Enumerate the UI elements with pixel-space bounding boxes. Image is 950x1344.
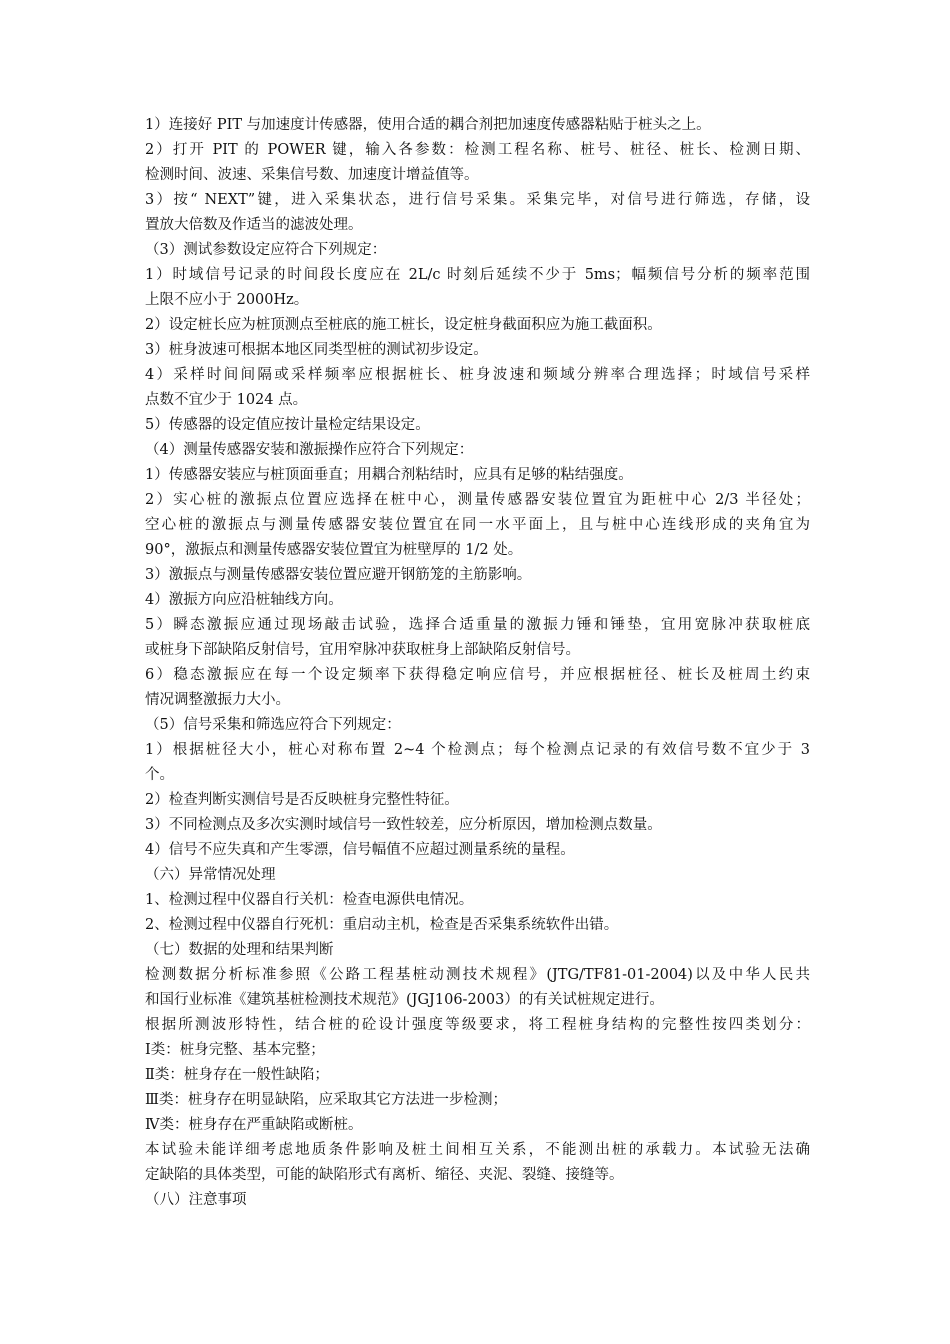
- text-line: Ⅱ类：桩身存在一般性缺陷；: [145, 1067, 329, 1083]
- text-line: 6）稳态激振应在每一个设定频率下获得稳定响应信号，并应根据桩径、桩长及桩周土约束: [145, 667, 810, 683]
- text-line: 2、检测过程中仪器自行死机：重启动主机，检查是否采集系统软件出错。: [145, 917, 619, 933]
- text-line: 置放大倍数及作适当的滤波处理。: [145, 217, 363, 233]
- text-line: （八）注意事项: [145, 1192, 247, 1208]
- text-line: 检测数据分析标准参照《公路工程基桩动测技术规程》(JTG/TF81-01-2004)以及中华人民共: [145, 967, 810, 983]
- text-line: 5）瞬态激振应通过现场敲击试验，选择合适重量的激振力锤和锤垫，宜用宽脉冲获取桩底: [145, 617, 810, 633]
- text-line: （5）信号采集和筛选应符合下列规定：: [145, 717, 401, 733]
- document-body: [145, 113, 810, 1213]
- text-line: 或桩身下部缺陷反射信号，宜用窄脉冲获取桩身上部缺陷反射信号。: [145, 642, 580, 658]
- text-line: 检测时间、波速、采集信号数、加速度计增益值等。: [145, 167, 479, 183]
- text-line: Ⅰ类：桩身完整、基本完整；: [145, 1042, 325, 1058]
- text-line: 5）传感器的设定值应按计量检定结果设定。: [145, 417, 430, 433]
- text-line: 3）桩身波速可根据本地区同类型桩的测试初步设定。: [145, 342, 488, 358]
- text-line: 4）采样时间间隔或采样频率应根据桩长、桩身波速和频域分辨率合理选择；时域信号采样: [145, 367, 810, 383]
- text-line: 上限不应小于 2000Hz。: [145, 292, 309, 308]
- text-line: 个。: [145, 767, 174, 783]
- text-line: 2）检查判断实测信号是否反映桩身完整性特征。: [145, 792, 459, 808]
- text-line: （六）异常情况处理: [145, 867, 276, 883]
- text-line: 2）打开 PIT 的 POWER 键，输入各参数：检测工程名称、桩号、桩径、桩长、检测日期、: [145, 142, 810, 158]
- text-line: 定缺陷的具体类型，可能的缺陷形式有离析、缩径、夹泥、裂缝、接缝等。: [145, 1167, 624, 1183]
- text-line: （3）测试参数设定应符合下列规定：: [145, 242, 387, 258]
- text-line: 1）根据桩径大小，桩心对称布置 2~4 个检测点；每个检测点记录的有效信号数不宜少于 3: [145, 742, 810, 758]
- text-line: Ⅲ类：桩身存在明显缺陷，应采取其它方法进一步检测；: [145, 1092, 507, 1108]
- text-line: 2）实心桩的激振点位置应选择在桩中心，测量传感器安装位置宜为距桩中心 2/3 半径处；: [145, 492, 810, 508]
- text-line: （七）数据的处理和结果判断: [145, 942, 334, 958]
- text-line: 1、检测过程中仪器自行关机：检查电源供电情况。: [145, 892, 474, 908]
- text-line: 情况调整激振力大小。: [145, 692, 290, 708]
- text-line: 4）激振方向应沿桩轴线方向。: [145, 592, 343, 608]
- text-line: 1）时域信号记录的时间段长度应在 2L/c 时刻后延续不少于 5ms；幅频信号分析的频率范围: [145, 267, 810, 283]
- text-line: 1）传感器安装应与桩顶面垂直；用耦合剂粘结时，应具有足够的粘结强度。: [145, 467, 633, 483]
- text-line: 3）不同检测点及多次实测时域信号一致性较差，应分析原因，增加检测点数量。: [145, 817, 662, 833]
- text-line: 和国行业标准《建筑基桩检测技术规范》(JGJ106-2003）的有关试桩规定进行。: [145, 992, 664, 1008]
- text-line: 点数不宜少于 1024 点。: [145, 392, 308, 408]
- text-line: 3）按“ NEXT”键，进入采集状态，进行信号采集。采集完毕，对信号进行筛选，存储，设: [145, 192, 810, 208]
- text-line: 根据所测波形特性，结合桩的砼设计强度等级要求，将工程桩身结构的完整性按四类划分：: [145, 1017, 810, 1033]
- text-line: Ⅳ类：桩身存在严重缺陷或断桩。: [145, 1117, 363, 1133]
- text-line: 1）连接好 PIT 与加速度计传感器，使用合适的耦合剂把加速度传感器粘贴于桩头之上。: [145, 117, 711, 133]
- text-line: （4）测量传感器安装和激振操作应符合下列规定：: [145, 442, 474, 458]
- text-line: 4）信号不应失真和产生零漂，信号幅值不应超过测量系统的量程。: [145, 842, 575, 858]
- text-line: 2）设定桩长应为桩顶测点至桩底的施工桩长，设定桩身截面积应为施工截面积。: [145, 317, 662, 333]
- text-line: 90°，激振点和测量传感器安装位置宜为桩壁厚的 1/2 处。: [145, 542, 523, 558]
- text-line: 本试验未能详细考虑地质条件影响及桩土间相互关系，不能测出桩的承载力。本试验无法确: [145, 1142, 810, 1158]
- text-line: 空心桩的激振点与测量传感器安装位置宜在同一水平面上，且与桩中心连线形成的夹角宜为: [145, 517, 810, 533]
- text-line: 3）激振点与测量传感器安装位置应避开钢筋笼的主筋影响。: [145, 567, 532, 583]
